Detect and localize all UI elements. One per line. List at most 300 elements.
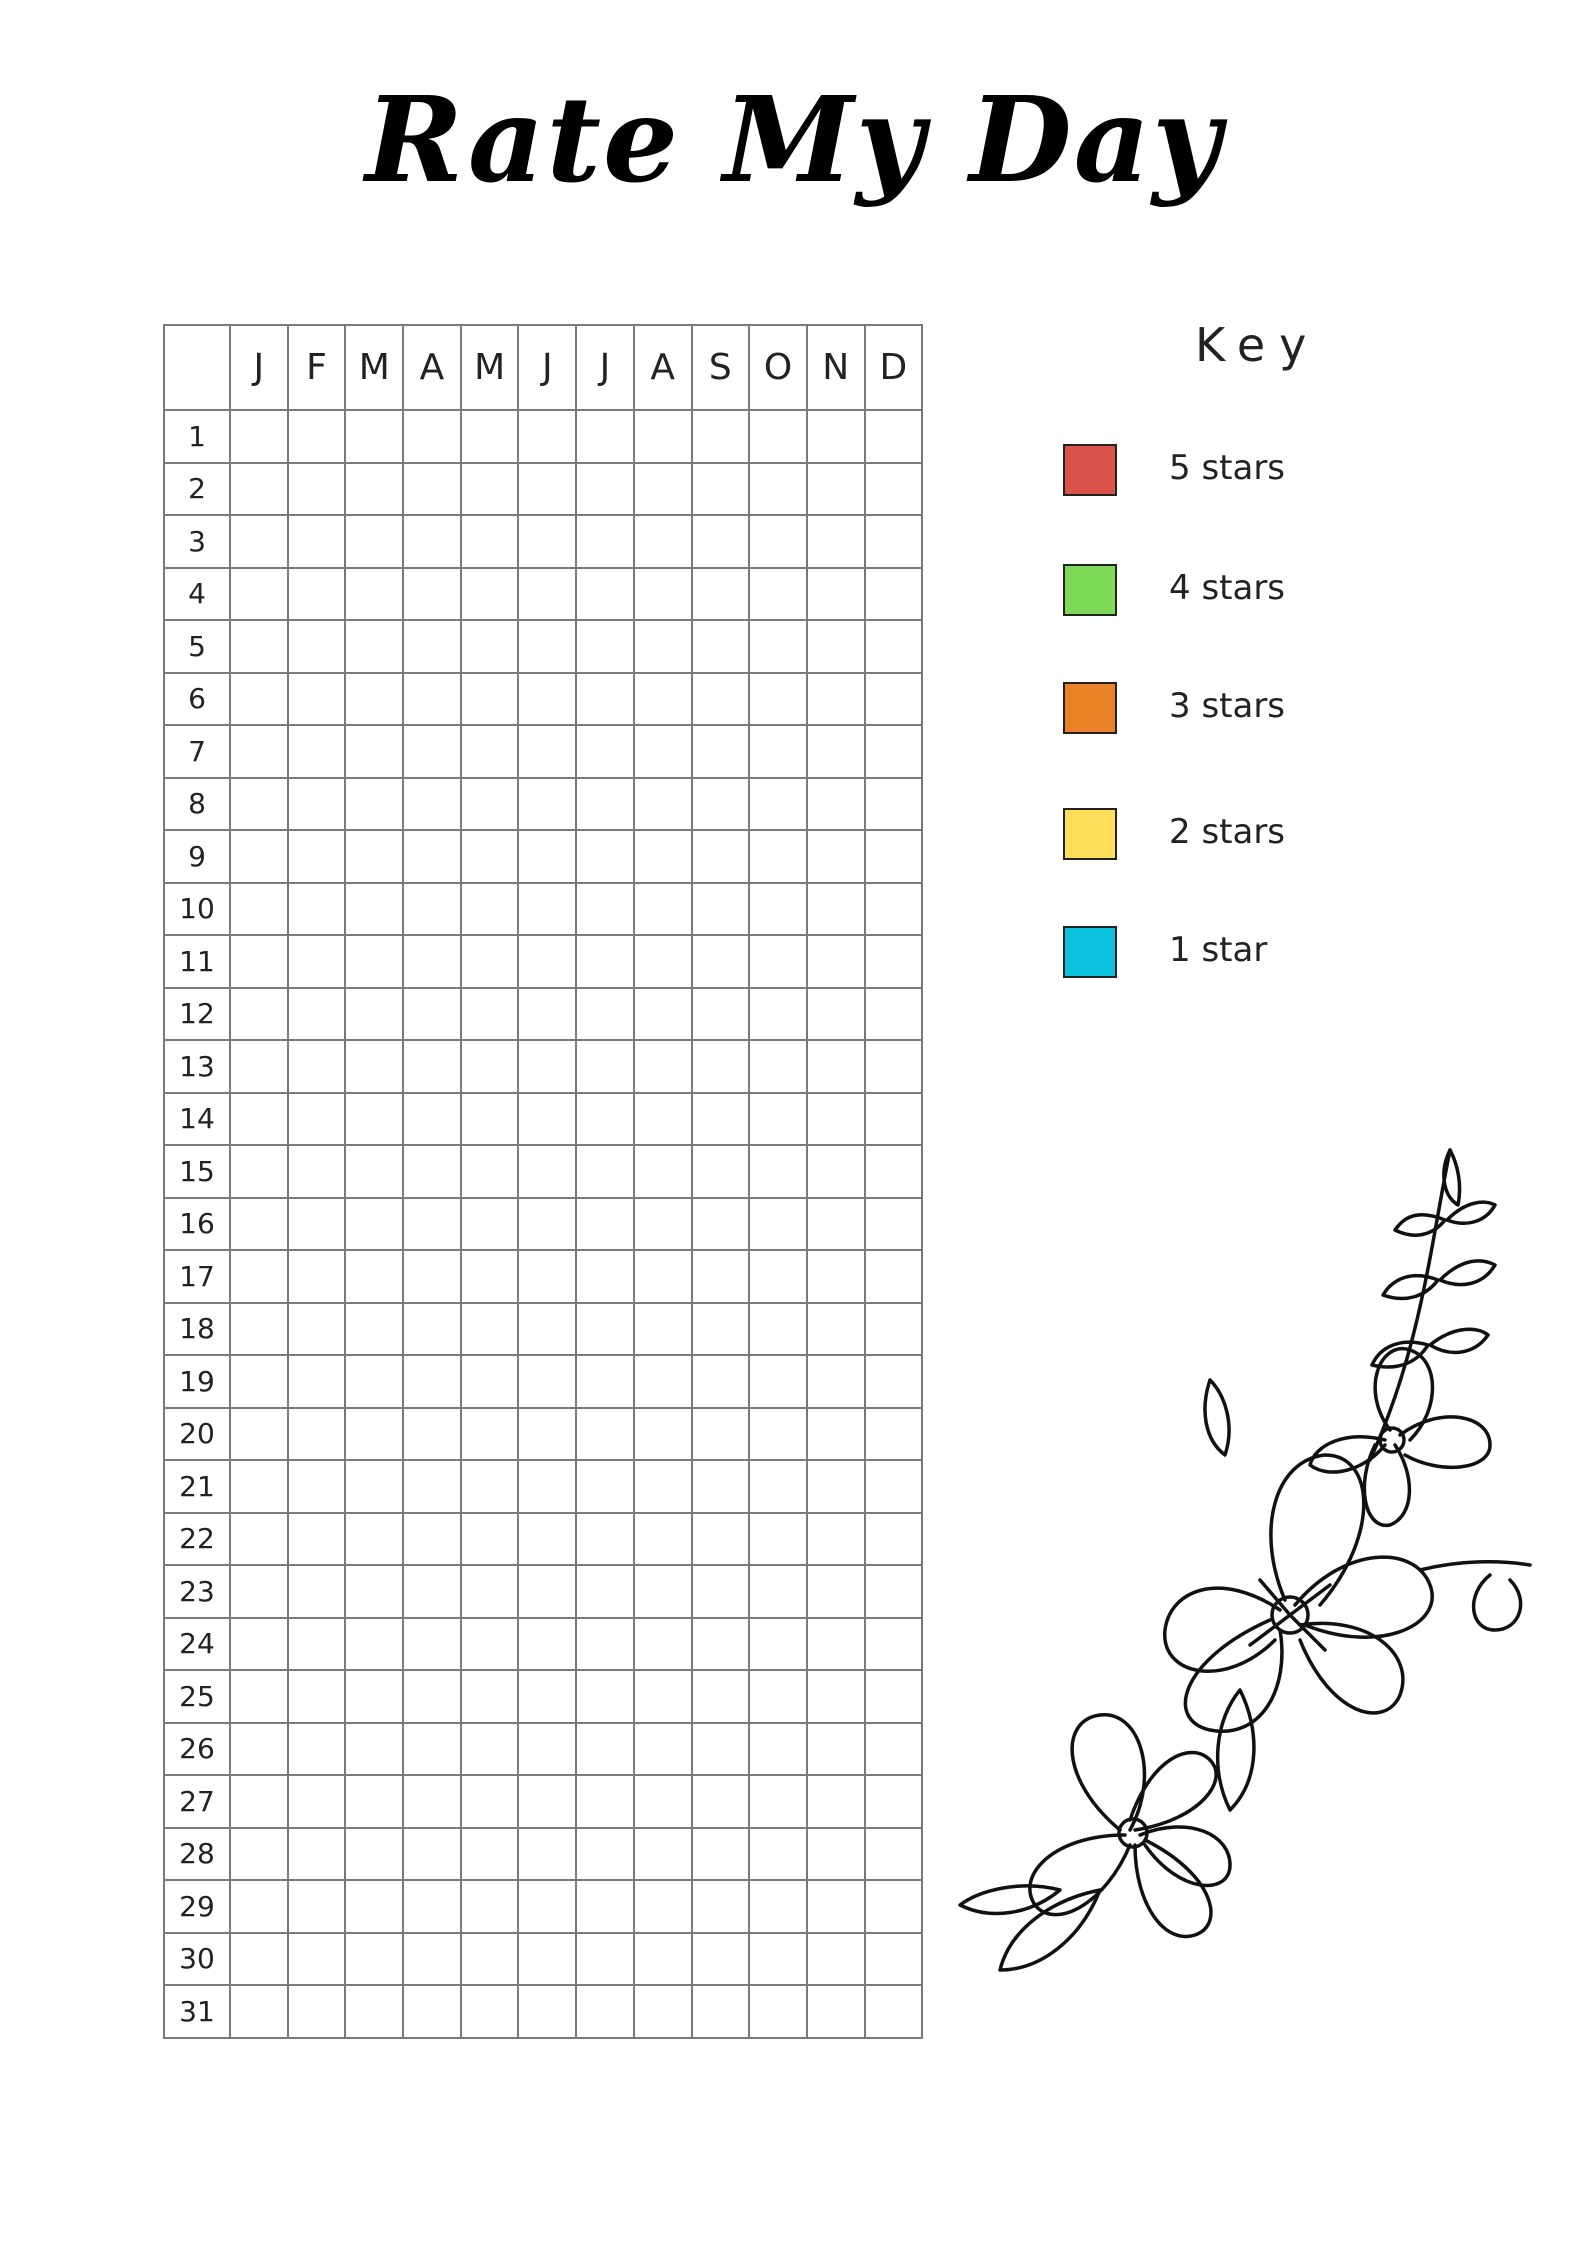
rating-cell[interactable]: [807, 515, 865, 568]
rating-cell[interactable]: [403, 620, 461, 673]
rating-cell[interactable]: [461, 1828, 519, 1881]
rating-cell[interactable]: [461, 1723, 519, 1776]
rating-cell[interactable]: [749, 1460, 807, 1513]
rating-cell[interactable]: [461, 1670, 519, 1723]
rating-cell[interactable]: [576, 1408, 634, 1461]
rating-cell[interactable]: [403, 1513, 461, 1566]
rating-cell[interactable]: [230, 1670, 288, 1723]
rating-cell[interactable]: [865, 620, 923, 673]
rating-cell[interactable]: [807, 830, 865, 883]
rating-cell[interactable]: [518, 620, 576, 673]
rating-cell[interactable]: [518, 1618, 576, 1671]
rating-cell[interactable]: [345, 1408, 403, 1461]
rating-cell[interactable]: [461, 1985, 519, 2038]
rating-cell[interactable]: [230, 1460, 288, 1513]
rating-cell[interactable]: [634, 1198, 692, 1251]
rating-cell[interactable]: [518, 568, 576, 621]
rating-cell[interactable]: [807, 620, 865, 673]
rating-cell[interactable]: [403, 1250, 461, 1303]
rating-cell[interactable]: [345, 620, 403, 673]
rating-cell[interactable]: [288, 1933, 346, 1986]
rating-cell[interactable]: [230, 883, 288, 936]
rating-cell[interactable]: [288, 725, 346, 778]
rating-cell[interactable]: [692, 935, 750, 988]
rating-cell[interactable]: [865, 1723, 923, 1776]
rating-cell[interactable]: [403, 1933, 461, 1986]
rating-cell[interactable]: [865, 1513, 923, 1566]
rating-cell[interactable]: [518, 883, 576, 936]
rating-cell[interactable]: [461, 1565, 519, 1618]
rating-cell[interactable]: [807, 1985, 865, 2038]
rating-cell[interactable]: [576, 1828, 634, 1881]
rating-cell[interactable]: [403, 463, 461, 516]
rating-cell[interactable]: [461, 778, 519, 831]
rating-cell[interactable]: [230, 935, 288, 988]
rating-cell[interactable]: [403, 515, 461, 568]
rating-cell[interactable]: [749, 1408, 807, 1461]
rating-cell[interactable]: [692, 883, 750, 936]
rating-cell[interactable]: [749, 935, 807, 988]
rating-cell[interactable]: [230, 1985, 288, 2038]
rating-cell[interactable]: [461, 1250, 519, 1303]
rating-cell[interactable]: [576, 1618, 634, 1671]
rating-cell[interactable]: [288, 1565, 346, 1618]
rating-cell[interactable]: [807, 988, 865, 1041]
rating-cell[interactable]: [461, 463, 519, 516]
rating-cell[interactable]: [865, 1880, 923, 1933]
rating-cell[interactable]: [749, 410, 807, 463]
rating-cell[interactable]: [634, 1040, 692, 1093]
rating-cell[interactable]: [230, 725, 288, 778]
rating-cell[interactable]: [749, 463, 807, 516]
rating-cell[interactable]: [807, 1723, 865, 1776]
rating-cell[interactable]: [865, 1460, 923, 1513]
rating-cell[interactable]: [518, 1828, 576, 1881]
rating-cell[interactable]: [403, 1618, 461, 1671]
rating-cell[interactable]: [461, 1040, 519, 1093]
rating-cell[interactable]: [692, 620, 750, 673]
rating-cell[interactable]: [518, 1355, 576, 1408]
rating-cell[interactable]: [749, 1565, 807, 1618]
rating-cell[interactable]: [692, 1145, 750, 1198]
rating-cell[interactable]: [230, 1355, 288, 1408]
rating-cell[interactable]: [403, 1670, 461, 1723]
rating-cell[interactable]: [807, 673, 865, 726]
rating-cell[interactable]: [692, 988, 750, 1041]
rating-cell[interactable]: [749, 1093, 807, 1146]
rating-cell[interactable]: [865, 1775, 923, 1828]
rating-cell[interactable]: [461, 830, 519, 883]
rating-cell[interactable]: [230, 1565, 288, 1618]
rating-cell[interactable]: [749, 1303, 807, 1356]
rating-cell[interactable]: [230, 778, 288, 831]
rating-cell[interactable]: [692, 1985, 750, 2038]
rating-cell[interactable]: [634, 1513, 692, 1566]
rating-cell[interactable]: [230, 1723, 288, 1776]
rating-cell[interactable]: [461, 1880, 519, 1933]
rating-cell[interactable]: [865, 515, 923, 568]
rating-cell[interactable]: [634, 1408, 692, 1461]
rating-cell[interactable]: [345, 1828, 403, 1881]
rating-cell[interactable]: [865, 1618, 923, 1671]
rating-cell[interactable]: [749, 988, 807, 1041]
rating-cell[interactable]: [865, 830, 923, 883]
rating-cell[interactable]: [865, 1355, 923, 1408]
rating-cell[interactable]: [230, 1828, 288, 1881]
rating-cell[interactable]: [692, 463, 750, 516]
rating-cell[interactable]: [865, 1408, 923, 1461]
rating-cell[interactable]: [576, 988, 634, 1041]
rating-cell[interactable]: [230, 1775, 288, 1828]
rating-cell[interactable]: [518, 830, 576, 883]
rating-cell[interactable]: [345, 1250, 403, 1303]
rating-cell[interactable]: [518, 1933, 576, 1986]
rating-cell[interactable]: [749, 830, 807, 883]
rating-cell[interactable]: [576, 1303, 634, 1356]
rating-cell[interactable]: [461, 515, 519, 568]
rating-cell[interactable]: [865, 673, 923, 726]
rating-cell[interactable]: [288, 778, 346, 831]
rating-cell[interactable]: [576, 410, 634, 463]
rating-cell[interactable]: [692, 1565, 750, 1618]
rating-cell[interactable]: [518, 1513, 576, 1566]
rating-cell[interactable]: [634, 1828, 692, 1881]
rating-cell[interactable]: [576, 620, 634, 673]
rating-cell[interactable]: [576, 883, 634, 936]
rating-cell[interactable]: [518, 778, 576, 831]
rating-cell[interactable]: [403, 410, 461, 463]
rating-cell[interactable]: [345, 1933, 403, 1986]
rating-cell[interactable]: [634, 883, 692, 936]
rating-cell[interactable]: [345, 1460, 403, 1513]
rating-cell[interactable]: [576, 1355, 634, 1408]
rating-cell[interactable]: [576, 1198, 634, 1251]
rating-cell[interactable]: [749, 1618, 807, 1671]
rating-cell[interactable]: [865, 1145, 923, 1198]
rating-cell[interactable]: [865, 1198, 923, 1251]
rating-cell[interactable]: [749, 1145, 807, 1198]
rating-cell[interactable]: [807, 1198, 865, 1251]
rating-cell[interactable]: [461, 1513, 519, 1566]
rating-cell[interactable]: [403, 725, 461, 778]
rating-cell[interactable]: [807, 935, 865, 988]
rating-cell[interactable]: [288, 1198, 346, 1251]
rating-cell[interactable]: [230, 1145, 288, 1198]
rating-cell[interactable]: [518, 1670, 576, 1723]
rating-cell[interactable]: [692, 410, 750, 463]
rating-cell[interactable]: [692, 1723, 750, 1776]
rating-cell[interactable]: [230, 1250, 288, 1303]
rating-cell[interactable]: [288, 1985, 346, 2038]
rating-cell[interactable]: [345, 1198, 403, 1251]
rating-cell[interactable]: [461, 620, 519, 673]
rating-cell[interactable]: [461, 1198, 519, 1251]
rating-cell[interactable]: [634, 1880, 692, 1933]
rating-cell[interactable]: [634, 620, 692, 673]
rating-cell[interactable]: [576, 1093, 634, 1146]
rating-cell[interactable]: [749, 725, 807, 778]
rating-cell[interactable]: [692, 1408, 750, 1461]
rating-cell[interactable]: [692, 830, 750, 883]
rating-cell[interactable]: [749, 1198, 807, 1251]
rating-cell[interactable]: [576, 725, 634, 778]
rating-cell[interactable]: [230, 1198, 288, 1251]
rating-cell[interactable]: [230, 1093, 288, 1146]
rating-cell[interactable]: [576, 1985, 634, 2038]
rating-cell[interactable]: [345, 778, 403, 831]
rating-cell[interactable]: [807, 1565, 865, 1618]
rating-cell[interactable]: [403, 1880, 461, 1933]
rating-cell[interactable]: [865, 1250, 923, 1303]
rating-cell[interactable]: [634, 988, 692, 1041]
rating-cell[interactable]: [692, 1198, 750, 1251]
rating-cell[interactable]: [288, 1775, 346, 1828]
rating-cell[interactable]: [807, 778, 865, 831]
rating-cell[interactable]: [518, 1880, 576, 1933]
rating-cell[interactable]: [230, 410, 288, 463]
rating-cell[interactable]: [461, 1408, 519, 1461]
rating-cell[interactable]: [345, 1670, 403, 1723]
rating-cell[interactable]: [749, 1933, 807, 1986]
rating-cell[interactable]: [634, 1355, 692, 1408]
rating-cell[interactable]: [518, 1775, 576, 1828]
rating-cell[interactable]: [345, 935, 403, 988]
rating-cell[interactable]: [288, 1618, 346, 1671]
rating-cell[interactable]: [403, 1093, 461, 1146]
rating-cell[interactable]: [345, 515, 403, 568]
rating-cell[interactable]: [288, 620, 346, 673]
rating-cell[interactable]: [403, 568, 461, 621]
rating-cell[interactable]: [403, 1303, 461, 1356]
rating-cell[interactable]: [576, 1723, 634, 1776]
rating-cell[interactable]: [634, 1303, 692, 1356]
rating-cell[interactable]: [461, 883, 519, 936]
rating-cell[interactable]: [230, 1408, 288, 1461]
rating-cell[interactable]: [634, 1145, 692, 1198]
rating-cell[interactable]: [403, 1985, 461, 2038]
rating-cell[interactable]: [288, 1880, 346, 1933]
rating-cell[interactable]: [576, 1513, 634, 1566]
rating-cell[interactable]: [692, 1093, 750, 1146]
rating-cell[interactable]: [461, 1093, 519, 1146]
rating-cell[interactable]: [230, 620, 288, 673]
rating-cell[interactable]: [576, 515, 634, 568]
rating-cell[interactable]: [692, 1040, 750, 1093]
rating-cell[interactable]: [288, 1303, 346, 1356]
rating-cell[interactable]: [749, 1355, 807, 1408]
rating-cell[interactable]: [518, 1093, 576, 1146]
rating-cell[interactable]: [576, 1460, 634, 1513]
rating-cell[interactable]: [518, 410, 576, 463]
rating-cell[interactable]: [807, 1670, 865, 1723]
rating-cell[interactable]: [807, 1513, 865, 1566]
rating-cell[interactable]: [576, 568, 634, 621]
rating-cell[interactable]: [807, 725, 865, 778]
rating-cell[interactable]: [288, 1670, 346, 1723]
rating-cell[interactable]: [692, 1355, 750, 1408]
rating-cell[interactable]: [807, 1145, 865, 1198]
rating-cell[interactable]: [576, 1145, 634, 1198]
rating-cell[interactable]: [230, 830, 288, 883]
rating-cell[interactable]: [288, 515, 346, 568]
rating-cell[interactable]: [288, 673, 346, 726]
rating-cell[interactable]: [288, 935, 346, 988]
rating-cell[interactable]: [865, 1933, 923, 1986]
rating-cell[interactable]: [518, 515, 576, 568]
rating-cell[interactable]: [230, 1303, 288, 1356]
rating-cell[interactable]: [634, 1933, 692, 1986]
rating-cell[interactable]: [345, 1985, 403, 2038]
rating-cell[interactable]: [749, 1250, 807, 1303]
rating-cell[interactable]: [461, 1460, 519, 1513]
rating-cell[interactable]: [403, 778, 461, 831]
rating-cell[interactable]: [403, 1145, 461, 1198]
rating-cell[interactable]: [865, 1985, 923, 2038]
rating-cell[interactable]: [461, 1355, 519, 1408]
rating-cell[interactable]: [865, 410, 923, 463]
rating-cell[interactable]: [692, 568, 750, 621]
rating-cell[interactable]: [518, 1250, 576, 1303]
rating-cell[interactable]: [692, 725, 750, 778]
rating-cell[interactable]: [865, 1040, 923, 1093]
rating-cell[interactable]: [865, 1828, 923, 1881]
rating-cell[interactable]: [345, 1880, 403, 1933]
rating-cell[interactable]: [634, 673, 692, 726]
rating-cell[interactable]: [403, 883, 461, 936]
rating-cell[interactable]: [576, 1670, 634, 1723]
rating-cell[interactable]: [576, 778, 634, 831]
rating-cell[interactable]: [288, 463, 346, 516]
rating-cell[interactable]: [692, 1618, 750, 1671]
rating-cell[interactable]: [807, 1303, 865, 1356]
rating-cell[interactable]: [576, 463, 634, 516]
rating-cell[interactable]: [461, 1933, 519, 1986]
rating-cell[interactable]: [230, 515, 288, 568]
rating-cell[interactable]: [692, 1670, 750, 1723]
rating-cell[interactable]: [576, 830, 634, 883]
rating-cell[interactable]: [345, 1775, 403, 1828]
rating-cell[interactable]: [288, 1145, 346, 1198]
rating-cell[interactable]: [403, 1565, 461, 1618]
rating-cell[interactable]: [576, 673, 634, 726]
rating-cell[interactable]: [749, 778, 807, 831]
rating-cell[interactable]: [749, 673, 807, 726]
rating-cell[interactable]: [518, 1198, 576, 1251]
rating-cell[interactable]: [288, 1093, 346, 1146]
rating-cell[interactable]: [518, 1408, 576, 1461]
rating-cell[interactable]: [807, 1093, 865, 1146]
rating-cell[interactable]: [865, 778, 923, 831]
rating-cell[interactable]: [692, 1303, 750, 1356]
rating-cell[interactable]: [345, 1145, 403, 1198]
rating-cell[interactable]: [634, 1093, 692, 1146]
rating-cell[interactable]: [576, 1775, 634, 1828]
rating-cell[interactable]: [403, 1198, 461, 1251]
rating-cell[interactable]: [518, 988, 576, 1041]
rating-cell[interactable]: [345, 830, 403, 883]
rating-cell[interactable]: [345, 1040, 403, 1093]
rating-cell[interactable]: [345, 463, 403, 516]
rating-cell[interactable]: [692, 515, 750, 568]
rating-cell[interactable]: [345, 1618, 403, 1671]
rating-cell[interactable]: [807, 1460, 865, 1513]
rating-cell[interactable]: [634, 1460, 692, 1513]
rating-cell[interactable]: [518, 1985, 576, 2038]
rating-cell[interactable]: [403, 1460, 461, 1513]
rating-cell[interactable]: [345, 883, 403, 936]
rating-cell[interactable]: [634, 410, 692, 463]
rating-cell[interactable]: [518, 1723, 576, 1776]
rating-cell[interactable]: [288, 1040, 346, 1093]
rating-cell[interactable]: [634, 778, 692, 831]
rating-cell[interactable]: [634, 1775, 692, 1828]
rating-cell[interactable]: [692, 1933, 750, 1986]
rating-cell[interactable]: [461, 673, 519, 726]
rating-cell[interactable]: [749, 1828, 807, 1881]
rating-cell[interactable]: [749, 1513, 807, 1566]
rating-cell[interactable]: [749, 1670, 807, 1723]
rating-cell[interactable]: [634, 1618, 692, 1671]
rating-cell[interactable]: [807, 883, 865, 936]
rating-cell[interactable]: [461, 988, 519, 1041]
rating-cell[interactable]: [692, 1460, 750, 1513]
rating-cell[interactable]: [865, 1670, 923, 1723]
rating-cell[interactable]: [749, 1040, 807, 1093]
rating-cell[interactable]: [692, 1880, 750, 1933]
rating-cell[interactable]: [288, 1250, 346, 1303]
rating-cell[interactable]: [288, 410, 346, 463]
rating-cell[interactable]: [345, 1093, 403, 1146]
rating-cell[interactable]: [230, 1618, 288, 1671]
rating-cell[interactable]: [518, 725, 576, 778]
rating-cell[interactable]: [807, 1040, 865, 1093]
rating-cell[interactable]: [288, 1828, 346, 1881]
rating-cell[interactable]: [865, 935, 923, 988]
rating-cell[interactable]: [634, 568, 692, 621]
rating-cell[interactable]: [807, 1355, 865, 1408]
rating-cell[interactable]: [807, 1408, 865, 1461]
rating-cell[interactable]: [518, 1145, 576, 1198]
rating-cell[interactable]: [230, 1880, 288, 1933]
rating-cell[interactable]: [576, 1565, 634, 1618]
rating-cell[interactable]: [403, 988, 461, 1041]
rating-cell[interactable]: [461, 1775, 519, 1828]
rating-cell[interactable]: [807, 1250, 865, 1303]
rating-cell[interactable]: [345, 1565, 403, 1618]
rating-cell[interactable]: [749, 620, 807, 673]
rating-cell[interactable]: [518, 1565, 576, 1618]
rating-cell[interactable]: [288, 1460, 346, 1513]
rating-cell[interactable]: [634, 1670, 692, 1723]
rating-cell[interactable]: [288, 988, 346, 1041]
rating-cell[interactable]: [865, 1565, 923, 1618]
rating-cell[interactable]: [865, 1093, 923, 1146]
rating-cell[interactable]: [461, 1303, 519, 1356]
rating-cell[interactable]: [288, 1513, 346, 1566]
rating-cell[interactable]: [288, 1723, 346, 1776]
rating-cell[interactable]: [807, 1618, 865, 1671]
rating-cell[interactable]: [865, 988, 923, 1041]
rating-cell[interactable]: [576, 1250, 634, 1303]
rating-cell[interactable]: [345, 673, 403, 726]
rating-cell[interactable]: [807, 1828, 865, 1881]
rating-cell[interactable]: [634, 935, 692, 988]
rating-cell[interactable]: [576, 1040, 634, 1093]
rating-cell[interactable]: [403, 935, 461, 988]
rating-cell[interactable]: [403, 673, 461, 726]
rating-cell[interactable]: [634, 1985, 692, 2038]
rating-cell[interactable]: [807, 568, 865, 621]
